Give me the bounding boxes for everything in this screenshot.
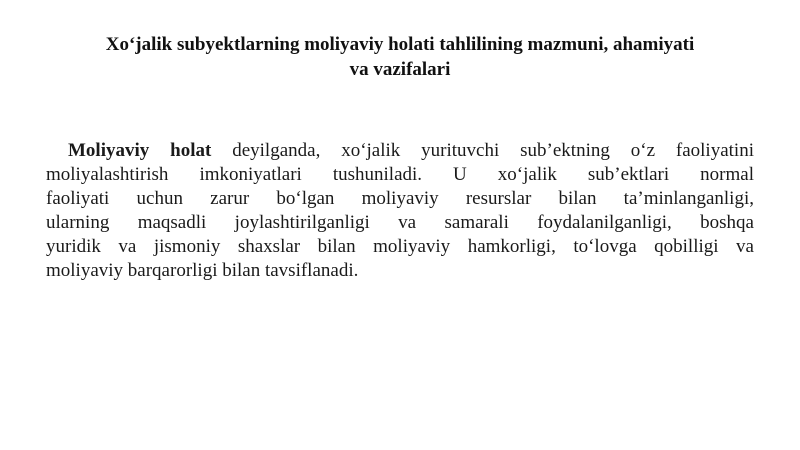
paragraph-line-6: moliyaviy barqarorligi bilan tavsiflanadi. [46,260,359,281]
slide-title-line-2: va vazifalari [349,59,451,80]
paragraph-line-5: yuridik va jismoniy shaxslar bilan moliyaviy hamkorligi, to‘lovga qobilligi va [46,236,754,257]
paragraph-line-1-text: deyilganda, xo‘jalik yurituvchi sub’ektning o‘z faoliyatini [211,140,754,161]
paragraph-lead-term: Moliyaviy holat [68,140,212,161]
slide-title-line-1: Xo‘jalik subyektlarning moliyaviy holati tahlilining mazmuni, ahamiyati [105,34,695,55]
paragraph-line-3: faoliyati uchun zarur bo‘lgan moliyaviy resurslar bilan ta’minlanganligi, [46,188,754,209]
paragraph-line-2: moliyalashtirish imkoniyatlari tushuniladi. U xo‘jalik sub’ektlari normal [46,164,754,185]
slide-title [40,32,760,82]
paragraph-line-4: ularning maqsadli joylashtirilganligi va samarali foydalanilganligi, boshqa [46,212,754,233]
paragraph-line-1 [46,139,754,163]
body-paragraph [46,139,754,283]
